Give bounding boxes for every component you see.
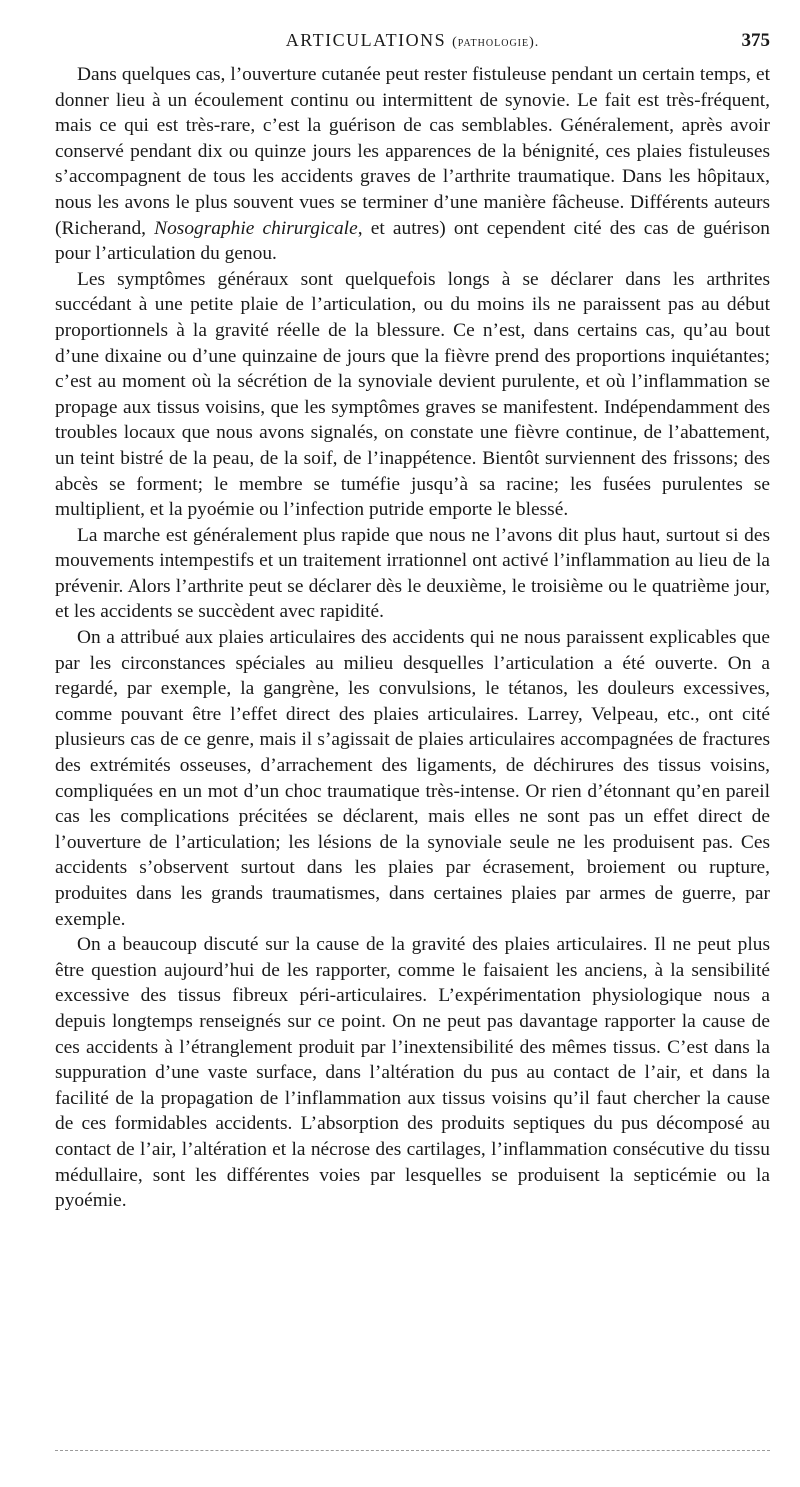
page-number: 375 [741, 30, 770, 51]
paragraph-4: On a attribué aux plaies articulaires des accidents qui ne nous paraissent explicables que par les circonstances spéciales au milieu desquelles l’articulation a été ouverte. On a regardé, par exemple, la gangrène, les convulsions, le tétanos, les douleurs excessives, comme pouvant être l’effet direct des plaies articulaires. Larrey, Velpeau, etc., ont cité plusieurs cas de ce genre, mais il s’agissait de plaies articulaires accompagnées de fractures des extrémités osseuses, d’arrachement des ligaments, de déchirures des tissus voisins, compliquées en un mot d’un choc traumatique très-intense. Or rien d’étonnant qu’en pareil cas les complications précitées se déclarent, mais elles ne sont pas un effet direct de l’ouverture de l’articulation; les lésions de la synoviale seule ne les produisent pas. Ces accidents s’observent surtout dans les plaies par écrasement, broiement ou rupture, produites dans les grands traumatismes, dans certaines plaies par armes de guerre, par exemple. [55, 627, 770, 930]
body-text [55, 62, 770, 1214]
paragraph-1-text-end: , et autres) ont cependent cité des cas de guérison pour l’articulation du genou. [55, 217, 770, 265]
paragraph-2: Les symptômes généraux sont quelquefois longs à se déclarer dans les arthrites succédant à une petite plaie de l’articulation, ou du moins ils ne paraissent pas au début proportionnels à la gravité réelle de la blessure. Ce n’est, dans certains cas, qu’au bout d’une dixaine ou d’une quinzaine de jours que la fièvre prend des proportions inquiétantes; c’est au moment où la sécrétion de la synoviale devient purulente, et où l’inflammation se propage aux tissus voisins, que les symptômes graves se manifestent. Indépendamment des troubles locaux que nous avons signalés, on constate une fièvre continue, de l’abattement, un teint bistré de la peau, de la soif, de l’inappétence. Bientôt surviennent des frissons; des abcès se forment; le membre se tuméfie jusqu’à sa racine; les fusées purulentes se multiplient, et la pyoémie ou l’infection putride emporte le blessé. [55, 268, 770, 521]
book-title-citation: Nosographie chirurgicale [154, 217, 358, 239]
paragraph-5: On a beaucoup discuté sur la cause de la gravité des plaies articulaires. Il ne peut plus être question aujourd’hui de les rapporter, comme le faisaient les anciens, à la sensibilité excessive des tissus fibreux péri-articulaires. L’expérimentation physiologique nous a depuis longtemps renseignés sur ce point. On ne peut pas davantage rapporter la cause de ces accidents à l’étranglement produit par l’inextensibilité des mêmes tissus. C’est dans la suppuration d’une vaste surface, dans l’altération du pus au contact de l’air, et dans la facilité de la propagation de l’inflammation aux tissus voisins qu’il faut chercher la cause de ces formidables accidents. L’absorption des produits septiques du pus décomposé au contact de l’air, l’altération et la nécrose des cartilages, l’inflammation consécutive du tissu médullaire, sont les différentes voies par lesquelles se produisent la septicémie ou la pyoémie. [55, 934, 770, 1212]
running-title [55, 30, 770, 51]
footer-rule [55, 1450, 770, 1451]
paragraph-3: La marche est généralement plus rapide que nous ne l’avons dit plus haut, surtout si des mouvements intempestifs et un traitement irrationnel ont activé l’inflammation au lieu de la prévenir. Alors l’arthrite peut se déclarer dès le deuxième, le troisième ou le quatrième jour, et les accidents se succèdent avec rapidité. [55, 524, 770, 623]
book-page [55, 0, 770, 1487]
paragraph-1-text: Dans quelques cas, l’ouverture cutanée peut rester fistuleuse pendant un certain temps, et donner lieu à un écoulement continu ou intermittent de synovie. Le fait est très-fréquent, mais ce qui est très-rare, c’est la guérison de cas semblables. Généralement, après avoir conservé pendant dix ou quinze jours les apparences de la bénignité, ces plaies fistuleuses s’accompagnent de tous les accidents graves de l’arthrite traumatique. Dans les hôpitaux, nous les avons le plus souvent vues se terminer d’une manière fâcheuse. Différents auteurs (Richerand, [55, 64, 770, 239]
header-title: ARTICULATIONS [285, 30, 447, 50]
running-head [55, 30, 770, 56]
paragraph-1 [55, 62, 770, 267]
header-subtitle: (pathologie). [452, 35, 540, 50]
